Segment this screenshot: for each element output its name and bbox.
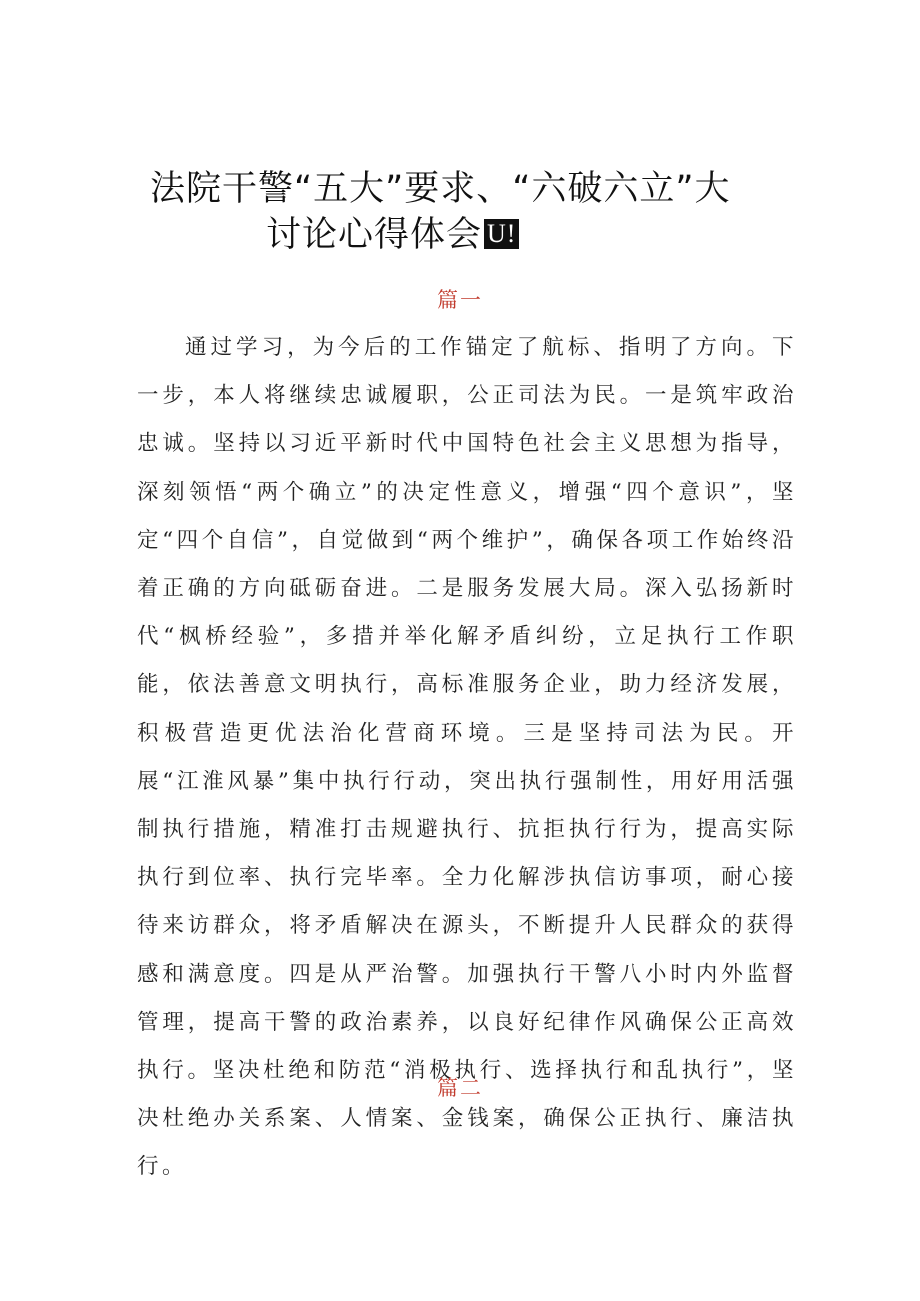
- section-heading-2: 篇二: [437, 1076, 483, 1100]
- section-1-paragraph: 通过学习，为今后的工作锚定了航标、指明了方向。下一步，本人将继续忠诚履职，公正司法为民。一是筑牢政治忠诚。坚持以习近平新时代中国特色社会主义思想为指导，深刻领悟“两个确立”的决定性意义，增强“四个意识”，坚定“四个自信”，自觉做到“两个维护”，确保各项工作始终沿着正确的方向砥砺奋进。二是服务发展大局。深入弘扬新时代“枫桥经验”，多措并举化解矛盾纠纷，立足执行工作职能，依法善意文明执行，高标准服务企业，助力经济发展，积极营造更优法治化营商环境。三是坚持司法为民。开展“江淮风暴”集中执行行动，突出执行强制性，用好用活强制执行措施，精准打击规避执行、抗拒执行行为，提高实际执行到位率、执行完毕率。全力化解涉执信访事项，耐心接待来访群众，将矛盾解决在源头，不断提升人民群众的获得感和满意度。四是从严治警。加强执行干警八小时内外监督管理，提高干警的政治素养，以良好纪律作风确保公正高效执行。坚决杜绝和防范“消极执行、选择执行和乱执行”，坚决杜绝办关系案、人情案、金钱案，确保公正执行、廉洁执行。: [137, 335, 797, 1180]
- section-heading-1: 篇一: [437, 288, 483, 312]
- title-line-2-text: 讨论心得体会: [266, 215, 483, 255]
- title-line-1: 法院干警“五大”要求、“六破六立”大: [150, 169, 731, 209]
- document-title: [150, 166, 790, 258]
- title-line-2: [150, 212, 790, 258]
- title-mark: U!: [484, 219, 519, 249]
